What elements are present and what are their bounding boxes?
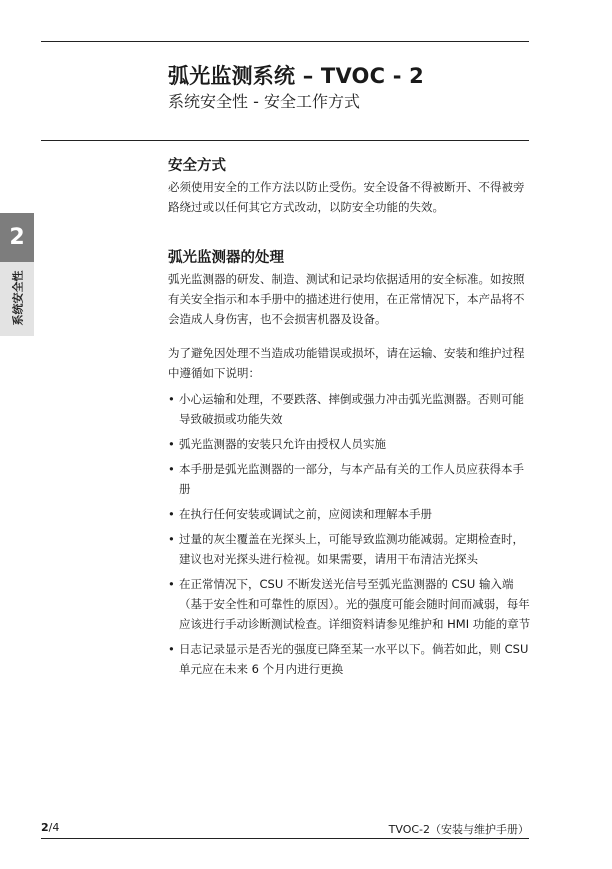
bullet-icon: • (168, 437, 175, 451)
list-item (168, 574, 534, 634)
bullet-icon: • (168, 577, 175, 591)
list-item-text: 弧光监测器的安装只允许由授权人员实施 (179, 437, 386, 451)
header-rule (41, 140, 529, 141)
footer-rule (41, 838, 529, 839)
list-item-text: 日志记录显示是否光的强度已降至某一水平以下。倘若如此，则 CSU 单元应在未来 6 个月内进行更换 (179, 642, 529, 676)
top-rule (41, 41, 529, 42)
list-item (168, 504, 534, 524)
list-item (168, 459, 534, 499)
page-number (41, 821, 59, 834)
list-item (168, 639, 534, 679)
instruction-list (168, 389, 534, 679)
footer-doc-title: TVOC-2（安装与维护手册） (388, 823, 529, 836)
page-title: 弧光监测系统 – TVOC - 2 (168, 64, 424, 88)
list-item (168, 529, 534, 569)
page-subtitle: 系统安全性 - 安全工作方式 (168, 92, 360, 111)
section-safe-methods (168, 155, 534, 217)
list-item-text: 小心运输和处理，不要跌落、摔倒或强力冲击弧光监测器。否则可能导致破损或功能失效 (179, 392, 524, 426)
chapter-label: 系统安全性 (11, 270, 24, 326)
chapter-tab (0, 213, 34, 336)
list-item-text: 过量的灰尘覆盖在光探头上，可能导致监测功能减弱。定期检查时，建议也对光探头进行检视。如果需要，请用干布清洁光探头 (179, 532, 524, 566)
list-item-text: 本手册是弧光监测器的一部分，与本产品有关的工作人员应获得本手册 (179, 462, 524, 496)
section-handling (168, 247, 534, 679)
bullet-icon: • (168, 642, 175, 656)
section-paragraph: 必须使用安全的工作方法以防止受伤。安全设备不得被断开、不得被旁路绕过或以任何其它方式改动，以防安全功能的失效。 (168, 180, 525, 214)
bullet-icon: • (168, 507, 175, 521)
list-item-text: 在执行任何安装或调试之前，应阅读和理解本手册 (179, 507, 432, 521)
chapter-number: 2 (0, 213, 34, 262)
list-item (168, 389, 534, 429)
bullet-icon: • (168, 462, 175, 476)
bullet-icon: • (168, 532, 175, 546)
page-total: /4 (48, 821, 60, 834)
section-heading: 安全方式 (168, 158, 226, 174)
list-item (168, 434, 534, 454)
main-content (168, 155, 534, 684)
section-heading: 弧光监测器的处理 (168, 250, 284, 266)
section-paragraph: 为了避免因处理不当造成功能错误或损坏，请在运输、安装和维护过程中遵循如下说明： (168, 346, 525, 380)
bullet-icon: • (168, 392, 175, 406)
page-current: 2 (41, 821, 49, 834)
section-paragraph: 弧光监测器的研发、制造、测试和记录均依据适用的安全标准。如按照有关安全指示和本手册中的描述进行使用，在正常情况下，本产品将不会造成人身伤害，也不会损害机器及设备。 (168, 272, 525, 326)
list-item-text: 在正常情况下，CSU 不断发送光信号至弧光监测器的 CSU 输入端（基于安全性和可靠性的原因）。光的强度可能会随时间而减弱，每年应该进行手动诊断测试检查。详细资料请参见维护和 HMI 功能的章节 (179, 577, 531, 631)
chapter-label-wrap (0, 265, 34, 331)
